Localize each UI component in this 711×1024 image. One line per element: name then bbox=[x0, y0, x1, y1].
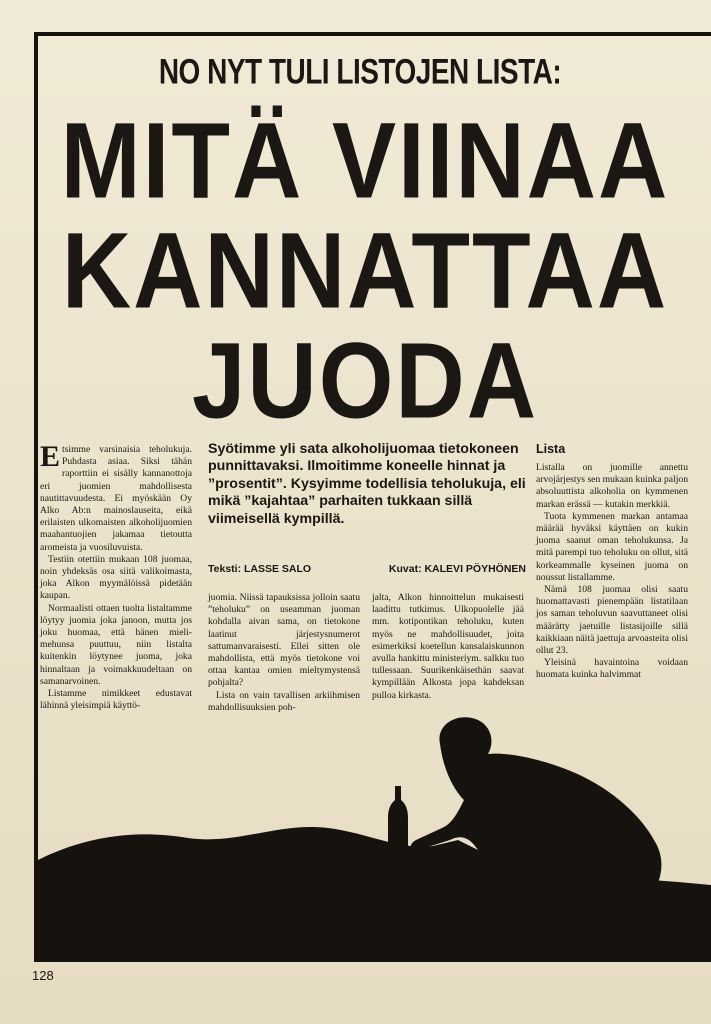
paragraph: Listamme nimikkeet edustavat lähinnä yleisimpiä käyttö- bbox=[40, 688, 192, 712]
body-column-2 bbox=[208, 592, 360, 714]
paragraph: Lista on vain tavallisen arkiihmisen mahdollisuuksien poh- bbox=[208, 689, 360, 713]
paragraph bbox=[40, 440, 192, 554]
page-number: 128 bbox=[32, 968, 54, 983]
paragraph: Listalla on juomille annettu arvojärjestys sen mukaan kuinka paljon absoluuttista alkoholia on kymmenen markan erässä — kutakin merkkiä. bbox=[536, 462, 688, 510]
sidebar-title: Lista bbox=[536, 442, 566, 456]
body-column-3 bbox=[372, 592, 524, 702]
paragraph: Yleisinä havaintoina voidaan huomata kuinka halvimmat bbox=[536, 657, 688, 681]
intro-lead: Syötimme yli sata alkoholijuomaa tietokoneen punnittavaksi. Ilmoitimme koneelle hinnat ja ”prosentit”. Kysyimme todellisia teholukuja, eli mikä ”kajahtaa” parhaiten tukkaan sillä viimeisellä kympillä. bbox=[208, 441, 526, 527]
paragraph: Normaalisti ottaen tuolta listaltamme löytyy juomia joka janoon, mutta jos joku huomaa, että hänen mieli-mehunsa puuttuu, niin listalta kuitenkin löytynee juoma, joka hinnaltaan ja voimakkuudeltaan on samanarvoinen. bbox=[40, 602, 192, 687]
paragraph: Testiin otettiin mukaan 108 juomaa, noin yhdeksäs osa siitä valikoimasta, joka Alkon myymälöissä pidetään kaupan. bbox=[40, 553, 192, 602]
paragraph: juomia. Niissä tapauksissa jolloin saatu ”teholuku” on useamman juoman kohdalla aivan sama, on tietokone laatinut järjestysnumerot sattumanvaraisesti. Ellei sitten ole mahdollista, että myös tietokone voi ottaa kantaa omien mieltymystensä pohjalta? bbox=[208, 592, 360, 689]
headline-line-3: JUODA bbox=[191, 321, 539, 442]
headline-line-1: MITÄ VIINAA bbox=[60, 101, 670, 222]
credits bbox=[208, 563, 526, 575]
paragraph: jalta, Alkon hinnoittelun mukaisesti laadittu tutkimus. Ulkopuolelle jää mm. kotipontikan teholuku, kuten myös ne mahdollisuudet, joita esimerkiksi koetellun kansalaiskunnon avulla hankittu ministeriym. salkku tuo tullessaan. Suurikenkäisethän saavat kympillään Alkosta jopa kahdeksan pulloa kirkasta. bbox=[372, 592, 524, 701]
kicker: NO NYT TULI LISTOJEN LISTA: bbox=[158, 52, 562, 91]
author-credit: Teksti: LASSE SALO bbox=[208, 563, 312, 575]
body-column-1 bbox=[40, 440, 192, 712]
paragraph: Tuota kymmenen markan antamaa määrää hyväksi käyttäen on kukin juoma saanut oman teholukunsa. Ja mitä parempi tuo teholuku on ollut, sitä korkeammalle kyseinen juoma on noussut listallamme. bbox=[536, 510, 688, 583]
drop-cap: E bbox=[40, 440, 61, 473]
paragraph-text: tsimme varsinaisia teholukuja. Puhdasta asiaa. Siksi tähän raporttiin ei sisälly kannanottoja eri juomien mahdollisesta nautittavuudesta. Ei myöskään Oy Alko Ab:n mainoslauseita, eikä erilaisten ulkomaisten alkoholijuomien maahantuojien jakamaa tietoutta aromeista ja vuosiluvuista. bbox=[40, 444, 192, 553]
photo-credit: Kuvat: KALEVI PÖYHÖNEN bbox=[388, 563, 526, 575]
bottle-silhouette bbox=[388, 786, 408, 846]
headline-line-2: KANNATTAA bbox=[61, 211, 669, 332]
silhouette-illustration bbox=[38, 700, 711, 962]
body-column-4 bbox=[536, 462, 688, 682]
paragraph: Nämä 108 juomaa olisi saatu huomattavasti pienempään listatilaan jos saman teholuvun saavuttaneet olisi määrätty jaetuille listasijoille sillä kaikkiaan näitä jaettuja arvoasteita olisi ollut 23. bbox=[536, 584, 688, 657]
